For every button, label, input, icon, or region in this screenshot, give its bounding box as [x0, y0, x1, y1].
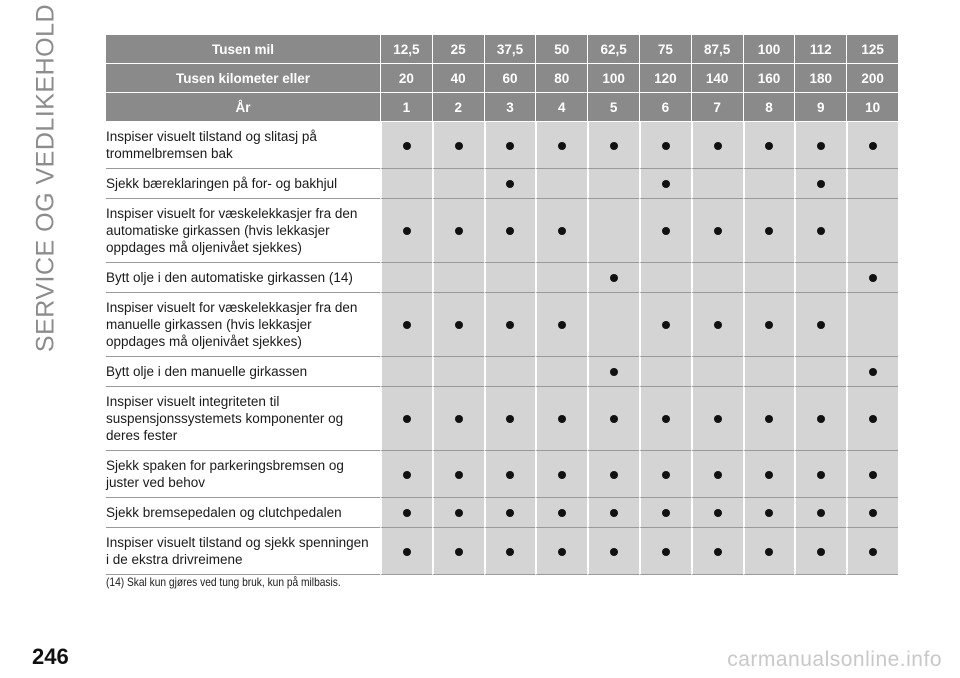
- schedule-cell: [432, 293, 484, 357]
- header-row-label: År: [106, 93, 380, 122]
- schedule-cell: [691, 122, 743, 169]
- table-row: [106, 357, 898, 387]
- schedule-cell: [794, 387, 846, 451]
- bullet-icon: [610, 274, 618, 282]
- task-label: Sjekk bæreklaringen på for- og bakhjul: [106, 169, 380, 199]
- schedule-cell: [484, 451, 536, 498]
- bullet-icon: [765, 471, 773, 479]
- header-interval-value: 9: [794, 93, 846, 122]
- schedule-cell: [846, 263, 898, 293]
- bullet-icon: [610, 415, 618, 423]
- bullet-icon: [403, 142, 411, 150]
- schedule-cell: [743, 122, 795, 169]
- bullet-icon: [714, 142, 722, 150]
- bullet-icon: [455, 227, 463, 235]
- bullet-icon: [714, 321, 722, 329]
- bullet-icon: [662, 415, 670, 423]
- schedule-cell: [846, 528, 898, 575]
- schedule-cell: [432, 528, 484, 575]
- schedule-cell: [587, 293, 639, 357]
- header-interval-value: 160: [743, 64, 795, 93]
- header-interval-value: 12,5: [380, 35, 432, 64]
- bullet-icon: [610, 368, 618, 376]
- schedule-cell: [535, 169, 587, 199]
- header-row: [106, 35, 898, 64]
- schedule-cell: [587, 451, 639, 498]
- schedule-cell: [691, 293, 743, 357]
- schedule-cell: [587, 122, 639, 169]
- table-row: [106, 387, 898, 451]
- bullet-icon: [765, 548, 773, 556]
- schedule-cell: [846, 451, 898, 498]
- schedule-cell: [535, 528, 587, 575]
- bullet-icon: [817, 548, 825, 556]
- schedule-cell: [743, 199, 795, 263]
- schedule-cell: [587, 263, 639, 293]
- bullet-icon: [558, 415, 566, 423]
- header-interval-value: 112: [794, 35, 846, 64]
- schedule-cell: [743, 451, 795, 498]
- bullet-icon: [558, 548, 566, 556]
- task-label: Inspiser visuelt integriteten til suspensjonssystemets komponenter og deres fester: [106, 387, 380, 451]
- schedule-cell: [794, 357, 846, 387]
- schedule-cell: [484, 387, 536, 451]
- schedule-cell: [432, 357, 484, 387]
- schedule-cell: [535, 293, 587, 357]
- schedule-cell: [691, 199, 743, 263]
- schedule-cell: [794, 263, 846, 293]
- schedule-cell: [743, 387, 795, 451]
- schedule-cell: [484, 528, 536, 575]
- schedule-cell: [432, 451, 484, 498]
- schedule-cell: [743, 498, 795, 528]
- header-interval-value: 1: [380, 93, 432, 122]
- bullet-icon: [869, 368, 877, 376]
- header-interval-value: 62,5: [587, 35, 639, 64]
- schedule-cell: [432, 199, 484, 263]
- header-interval-value: 120: [639, 64, 691, 93]
- schedule-cell: [639, 169, 691, 199]
- header-interval-value: 180: [794, 64, 846, 93]
- header-interval-value: 7: [691, 93, 743, 122]
- schedule-cell: [432, 263, 484, 293]
- schedule-cell: [639, 528, 691, 575]
- header-interval-value: 100: [743, 35, 795, 64]
- schedule-cell: [432, 169, 484, 199]
- bullet-icon: [455, 509, 463, 517]
- header-interval-value: 50: [535, 35, 587, 64]
- table-row: [106, 199, 898, 263]
- schedule-cell: [484, 293, 536, 357]
- header-interval-value: 75: [639, 35, 691, 64]
- bullet-icon: [817, 471, 825, 479]
- bullet-icon: [817, 142, 825, 150]
- bullet-icon: [869, 142, 877, 150]
- schedule-cell: [587, 498, 639, 528]
- bullet-icon: [817, 180, 825, 188]
- page-number: 246: [32, 644, 69, 669]
- header-interval-value: 2: [432, 93, 484, 122]
- bullet-icon: [506, 548, 514, 556]
- bullet-icon: [662, 471, 670, 479]
- bullet-icon: [662, 321, 670, 329]
- bullet-icon: [558, 227, 566, 235]
- schedule-cell: [846, 169, 898, 199]
- bullet-icon: [662, 509, 670, 517]
- schedule-cell: [639, 357, 691, 387]
- schedule-cell: [794, 528, 846, 575]
- task-label: Inspiser visuelt tilstand og slitasj på trommelbremsen bak: [106, 122, 380, 169]
- bullet-icon: [662, 142, 670, 150]
- schedule-cell: [535, 263, 587, 293]
- schedule-cell: [484, 169, 536, 199]
- schedule-cell: [587, 387, 639, 451]
- bullet-icon: [714, 415, 722, 423]
- schedule-cell: [380, 293, 432, 357]
- bullet-icon: [506, 321, 514, 329]
- schedule-cell: [587, 528, 639, 575]
- schedule-cell: [794, 122, 846, 169]
- bullet-icon: [765, 415, 773, 423]
- schedule-cell: [846, 293, 898, 357]
- schedule-body: [106, 122, 898, 575]
- bullet-icon: [714, 227, 722, 235]
- bullet-icon: [610, 471, 618, 479]
- bullet-icon: [455, 142, 463, 150]
- bullet-icon: [558, 321, 566, 329]
- bullet-icon: [610, 142, 618, 150]
- bullet-icon: [869, 415, 877, 423]
- schedule-cell: [691, 387, 743, 451]
- table-row: [106, 451, 898, 498]
- bullet-icon: [558, 471, 566, 479]
- bullet-icon: [403, 415, 411, 423]
- table-row: [106, 498, 898, 528]
- header-interval-value: 6: [639, 93, 691, 122]
- bullet-icon: [869, 509, 877, 517]
- bullet-icon: [403, 509, 411, 517]
- bullet-icon: [403, 227, 411, 235]
- header-interval-value: 20: [380, 64, 432, 93]
- schedule-cell: [380, 169, 432, 199]
- schedule-cell: [484, 263, 536, 293]
- schedule-cell: [639, 199, 691, 263]
- schedule-cell: [535, 199, 587, 263]
- table-row: [106, 169, 898, 199]
- bullet-icon: [455, 471, 463, 479]
- schedule-header: [106, 35, 898, 122]
- header-interval-value: 200: [846, 64, 898, 93]
- bullet-icon: [765, 142, 773, 150]
- task-label: Inspiser visuelt for væskelekkasjer fra den automatiske girkassen (hvis lekkasjer oppdages må oljenivået sjekkes): [106, 199, 380, 263]
- header-interval-value: 100: [587, 64, 639, 93]
- header-row-label: Tusen mil: [106, 35, 380, 64]
- schedule-cell: [380, 451, 432, 498]
- schedule-cell: [794, 451, 846, 498]
- header-interval-value: 3: [484, 93, 536, 122]
- schedule-cell: [535, 451, 587, 498]
- bullet-icon: [506, 415, 514, 423]
- schedule-cell: [380, 122, 432, 169]
- schedule-cell: [432, 122, 484, 169]
- bullet-icon: [869, 471, 877, 479]
- header-interval-value: 10: [846, 93, 898, 122]
- schedule-cell: [639, 387, 691, 451]
- header-interval-value: 4: [535, 93, 587, 122]
- schedule-cell: [380, 498, 432, 528]
- bullet-icon: [817, 227, 825, 235]
- bullet-icon: [765, 321, 773, 329]
- header-interval-value: 80: [535, 64, 587, 93]
- header-interval-value: 60: [484, 64, 536, 93]
- schedule-cell: [587, 357, 639, 387]
- schedule-cell: [846, 357, 898, 387]
- header-interval-value: 8: [743, 93, 795, 122]
- schedule-cell: [535, 498, 587, 528]
- schedule-cell: [743, 169, 795, 199]
- header-interval-value: 37,5: [484, 35, 536, 64]
- bullet-icon: [662, 227, 670, 235]
- bullet-icon: [662, 548, 670, 556]
- bullet-icon: [506, 142, 514, 150]
- task-label: Sjekk bremsepedalen og clutchpedalen: [106, 498, 380, 528]
- task-label: Bytt olje i den automatiske girkassen (14): [106, 263, 380, 293]
- schedule-cell: [639, 498, 691, 528]
- bullet-icon: [817, 509, 825, 517]
- schedule-cell: [639, 293, 691, 357]
- schedule-cell: [484, 122, 536, 169]
- table-row: [106, 122, 898, 169]
- bullet-icon: [610, 509, 618, 517]
- schedule-cell: [639, 263, 691, 293]
- schedule-cell: [587, 169, 639, 199]
- schedule-cell: [380, 387, 432, 451]
- service-schedule-table: [106, 35, 898, 575]
- table-row: [106, 293, 898, 357]
- schedule-cell: [691, 498, 743, 528]
- table-row: [106, 528, 898, 575]
- schedule-cell: [794, 199, 846, 263]
- section-side-title-text: SERVICE OG VEDLIKEHOLD: [31, 3, 60, 352]
- schedule-cell: [380, 199, 432, 263]
- schedule-cell: [484, 199, 536, 263]
- header-interval-value: 87,5: [691, 35, 743, 64]
- schedule-cell: [691, 451, 743, 498]
- schedule-cell: [691, 357, 743, 387]
- schedule-cell: [743, 293, 795, 357]
- header-interval-value: 5: [587, 93, 639, 122]
- bullet-icon: [403, 548, 411, 556]
- bullet-icon: [765, 227, 773, 235]
- schedule-cell: [846, 122, 898, 169]
- bullet-icon: [558, 142, 566, 150]
- schedule-cell: [691, 169, 743, 199]
- header-interval-value: 140: [691, 64, 743, 93]
- header-row-label: Tusen kilometer eller: [106, 64, 380, 93]
- schedule-cell: [639, 451, 691, 498]
- schedule-cell: [743, 357, 795, 387]
- bullet-icon: [455, 321, 463, 329]
- bullet-icon: [455, 548, 463, 556]
- schedule-cell: [380, 263, 432, 293]
- schedule-cell: [846, 498, 898, 528]
- schedule-cell: [535, 357, 587, 387]
- schedule-cell: [587, 199, 639, 263]
- schedule-cell: [794, 498, 846, 528]
- bullet-icon: [765, 509, 773, 517]
- schedule-cell: [743, 263, 795, 293]
- schedule-cell: [639, 122, 691, 169]
- bullet-icon: [403, 321, 411, 329]
- bullet-icon: [714, 509, 722, 517]
- bullet-icon: [714, 471, 722, 479]
- bullet-icon: [714, 548, 722, 556]
- bullet-icon: [817, 321, 825, 329]
- schedule-cell: [432, 498, 484, 528]
- bullet-icon: [506, 180, 514, 188]
- footnote: (14) Skal kun gjøres ved tung bruk, kun på milbasis.: [106, 575, 341, 589]
- bullet-icon: [558, 509, 566, 517]
- task-label: Inspiser visuelt tilstand og sjekk spenningen i de ekstra drivreimene: [106, 528, 380, 575]
- header-row: [106, 93, 898, 122]
- header-interval-value: 40: [432, 64, 484, 93]
- bullet-icon: [506, 471, 514, 479]
- schedule-cell: [846, 199, 898, 263]
- schedule-cell: [794, 169, 846, 199]
- schedule-cell: [535, 387, 587, 451]
- schedule-cell: [846, 387, 898, 451]
- table-row: [106, 263, 898, 293]
- bullet-icon: [869, 274, 877, 282]
- bullet-icon: [403, 471, 411, 479]
- header-interval-value: 125: [846, 35, 898, 64]
- schedule-cell: [691, 528, 743, 575]
- schedule-cell: [432, 387, 484, 451]
- bullet-icon: [610, 548, 618, 556]
- task-label: Sjekk spaken for parkeringsbremsen og juster ved behov: [106, 451, 380, 498]
- header-interval-value: 25: [432, 35, 484, 64]
- bullet-icon: [506, 227, 514, 235]
- bullet-icon: [662, 180, 670, 188]
- schedule-cell: [380, 528, 432, 575]
- schedule-cell: [535, 122, 587, 169]
- watermark: carmanualsonline.info: [727, 648, 942, 671]
- section-side-title: [16, 3, 76, 352]
- schedule-cell: [743, 528, 795, 575]
- task-label: Inspiser visuelt for væskelekkasjer fra den manuelle girkassen (hvis lekkasjer oppdages må oljenivået sjekkes): [106, 293, 380, 357]
- schedule-cell: [691, 263, 743, 293]
- bullet-icon: [869, 548, 877, 556]
- schedule-cell: [380, 357, 432, 387]
- bullet-icon: [817, 415, 825, 423]
- bullet-icon: [506, 509, 514, 517]
- schedule-cell: [794, 293, 846, 357]
- schedule-cell: [484, 357, 536, 387]
- schedule-cell: [484, 498, 536, 528]
- task-label: Bytt olje i den manuelle girkassen: [106, 357, 380, 387]
- bullet-icon: [455, 415, 463, 423]
- header-row: [106, 64, 898, 93]
